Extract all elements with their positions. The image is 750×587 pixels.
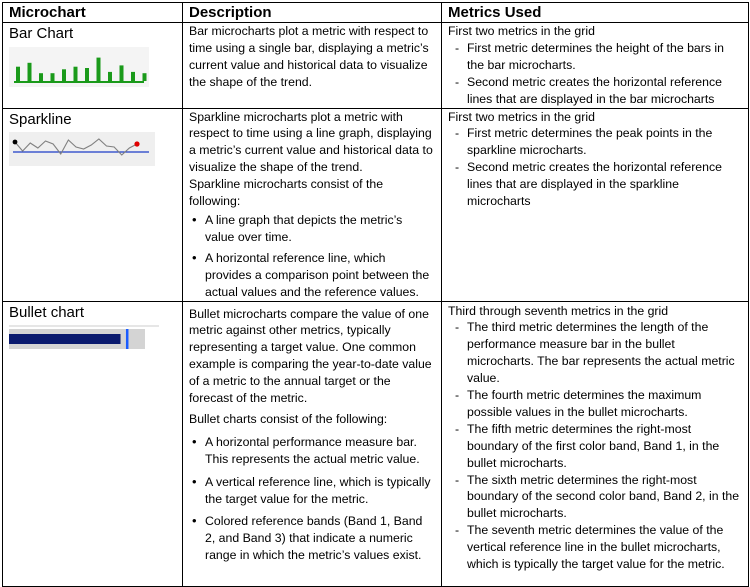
- bar-mark: [51, 73, 55, 81]
- bar-baseline: [14, 81, 144, 83]
- metrics-intro: First two metrics in the grid: [448, 109, 595, 124]
- bar-mark: [120, 65, 124, 81]
- bar-mark: [131, 72, 135, 81]
- table-row-bullet-chart: [3, 301, 749, 586]
- bar-mark: [39, 73, 43, 81]
- metrics-item: - First metric determines the peak points in the sparkline microcharts.: [448, 125, 742, 159]
- bar-mark: [28, 63, 32, 81]
- metrics-item: - Second metric creates the horizontal reference lines that are displayed in the sparkline microcharts: [448, 159, 742, 210]
- description-subtext: Sparkline microcharts consist of the following:: [189, 177, 384, 209]
- metrics-item: - The third metric determines the length of the performance measure bar in the bullet microcharts. The bar represents the actual metric value.: [448, 319, 742, 387]
- description-text: Bar microcharts plot a metric with respect to time using a single bar, displaying a metric’s current value and historical data to visualize the shape of the trend.: [189, 24, 429, 89]
- cell-description: [183, 108, 442, 301]
- bar-mark: [16, 67, 20, 81]
- cell-description: [183, 301, 442, 586]
- cell-metrics: [442, 301, 749, 586]
- metrics-item: - First metric determines the height of the bars in the bar microcharts.: [448, 40, 742, 74]
- bar-mark: [62, 69, 66, 81]
- cell-microchart: [3, 108, 183, 301]
- metrics-item: - The fourth metric determines the maximum possible values in the bullet microcharts.: [448, 387, 742, 421]
- metrics-list: [448, 319, 742, 573]
- cell-microchart: [3, 23, 183, 109]
- bullet-target-line: [126, 329, 128, 349]
- microchart-table: [2, 2, 749, 587]
- bar-mark: [97, 58, 101, 81]
- sparkline-start-point: [13, 139, 18, 144]
- microchart-name: Bullet chart: [9, 303, 85, 321]
- description-bullet: • A horizontal reference line, which provides a comparison point between the actual values and the reference values.: [189, 250, 435, 301]
- description-bullet: • Colored reference bands (Band 1, Band 2, and Band 3) that indicate a numeric range in which the metric’s values exist.: [189, 513, 435, 564]
- description-bullet: • A horizontal performance measure bar. This represents the actual metric value.: [189, 434, 435, 468]
- metrics-item: - The seventh metric determines the value of the vertical reference line in the bullet microcharts, which is typically the target value for the metric.: [448, 522, 742, 573]
- header-microchart: Microchart: [3, 3, 183, 23]
- metrics-intro: First two metrics in the grid: [448, 24, 595, 38]
- table-row-sparkline: [3, 108, 749, 301]
- description-bullet: • A vertical reference line, which is typically the target value for the metric.: [189, 474, 435, 508]
- metrics-item: - The fifth metric determines the right-most boundary of the first color band, Band 1, in the bullet microcharts.: [448, 421, 742, 472]
- cell-microchart: [3, 301, 183, 586]
- bullet-microchart-thumbnail: [9, 323, 159, 353]
- cell-metrics: [442, 108, 749, 301]
- bar-microchart-thumbnail: [9, 47, 149, 87]
- bar-mark: [108, 72, 112, 81]
- sparkline-end-point: [134, 141, 139, 146]
- description-bullets: [189, 212, 435, 301]
- bar-mark: [85, 68, 89, 81]
- bullet-performance-bar: [9, 334, 121, 344]
- microchart-name: Sparkline: [9, 110, 72, 128]
- description-subtext: Bullet charts consist of the following:: [189, 411, 388, 426]
- metrics-list: [448, 40, 742, 108]
- microchart-name: Bar Chart: [9, 25, 74, 42]
- header-description: Description: [183, 3, 442, 23]
- description-text: Bullet microcharts compare the value of one metric against other metrics, typically representing a target value. One common example is comparing the year-to-date value of a metric to the annual target or the forecast of the metric.: [189, 306, 432, 406]
- bullet-thumbnail-frame: [9, 325, 159, 327]
- cell-metrics: [442, 23, 749, 109]
- description-bullet: • A line graph that depicts the metric’s value over time.: [189, 212, 435, 246]
- sparkline-microchart-thumbnail: [9, 132, 155, 166]
- metrics-list: [448, 125, 742, 210]
- table-row-bar-chart: [3, 23, 749, 109]
- header-row: [3, 3, 749, 23]
- metrics-item: - Second metric creates the horizontal reference lines that are displayed in the bar microcharts: [448, 74, 742, 108]
- bar-mark: [143, 73, 147, 81]
- cell-description: [183, 23, 442, 109]
- description-text: Sparkline microcharts plot a metric with respect to time using a line graph, displaying a metric’s current value and historical data to visualize the shape of the trend.: [189, 109, 433, 175]
- header-metrics: Metrics Used: [442, 3, 749, 23]
- bar-mark: [74, 67, 78, 81]
- metrics-item: - The sixth metric determines the right-most boundary of the second color band, Band 2, in the bullet microcharts.: [448, 472, 742, 523]
- description-bullets: [189, 434, 435, 564]
- metrics-intro: Third through seventh metrics in the grid: [448, 303, 669, 318]
